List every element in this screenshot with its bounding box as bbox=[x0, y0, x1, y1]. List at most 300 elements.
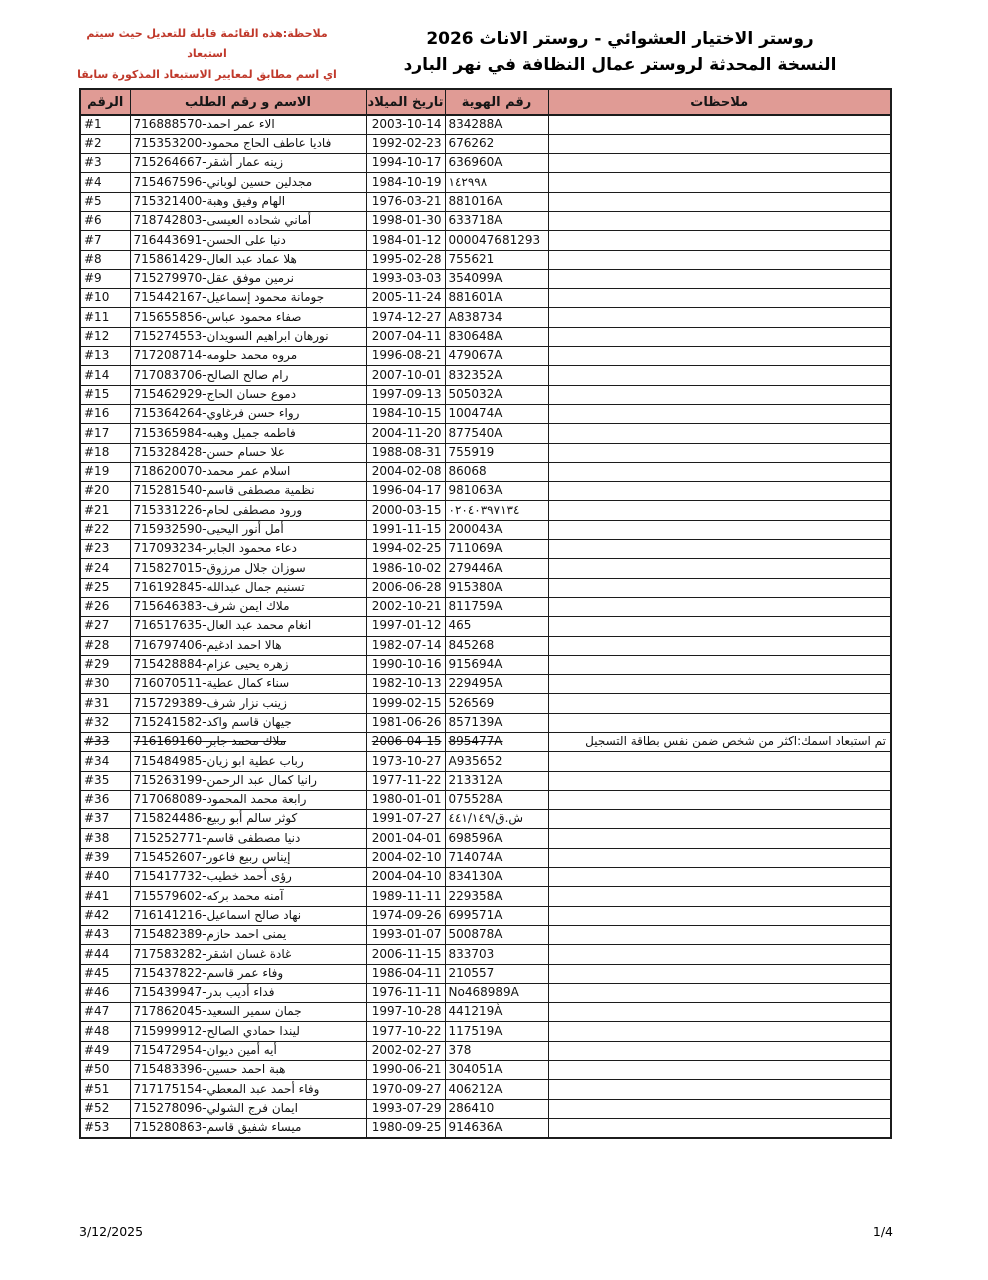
row-birthdate-cell: 1988-08-31 bbox=[366, 443, 445, 462]
row-number-cell: #6 bbox=[80, 211, 130, 230]
row-note-cell bbox=[548, 655, 891, 674]
document-title-line2: النسخة المحدثة لروستر عمال النظافة في نهر البارد bbox=[403, 55, 837, 75]
row-name-cell: وفاء عمر قاسم-715437822 bbox=[130, 964, 366, 983]
table-row bbox=[80, 540, 891, 559]
row-birthdate-cell: 1970-09-27 bbox=[366, 1080, 445, 1099]
table-row bbox=[80, 694, 891, 713]
table-row bbox=[80, 1099, 891, 1118]
row-birthdate-cell: 1982-07-14 bbox=[366, 636, 445, 655]
row-id-cell: 845268 bbox=[445, 636, 548, 655]
row-number-cell: #45 bbox=[80, 964, 130, 983]
roster-table bbox=[79, 88, 892, 1139]
row-birthdate-cell: 1976-03-21 bbox=[366, 192, 445, 211]
row-note-cell bbox=[548, 308, 891, 327]
table-row bbox=[80, 675, 891, 694]
row-note-cell bbox=[548, 501, 891, 520]
row-name-cell: سناء كمال عطية-716070511 bbox=[130, 675, 366, 694]
row-note-cell bbox=[548, 462, 891, 481]
row-note-cell bbox=[548, 925, 891, 944]
table-row bbox=[80, 443, 891, 462]
row-id-cell: 406212A bbox=[445, 1080, 548, 1099]
row-name-cell: نهاد صالح اسماعيل-716141216 bbox=[130, 906, 366, 925]
row-note-cell bbox=[548, 790, 891, 809]
row-note-cell bbox=[548, 559, 891, 578]
row-note-cell bbox=[548, 154, 891, 173]
row-birthdate-cell: 2002-02-27 bbox=[366, 1041, 445, 1060]
table-row bbox=[80, 790, 891, 809]
row-note-cell bbox=[548, 694, 891, 713]
row-number-cell: #14 bbox=[80, 366, 130, 385]
row-name-cell: رؤى أحمد خطيب-715417732 bbox=[130, 868, 366, 887]
row-id-cell: 636960A bbox=[445, 154, 548, 173]
table-row bbox=[80, 964, 891, 983]
table-row bbox=[80, 366, 891, 385]
row-note-cell: تم استبعاد اسمك:اكثر من شخص ضمن نفس بطاقة التسجيل bbox=[548, 733, 891, 752]
document-title bbox=[350, 26, 890, 78]
revision-note-line1: ملاحظة:هذه القائمة قابلة للتعديل حيث سيتم استبعاد bbox=[86, 27, 328, 61]
row-birthdate-cell: 1980-09-25 bbox=[366, 1118, 445, 1137]
row-name-cell: الاء عمر احمد-716888570 bbox=[130, 115, 366, 134]
row-id-cell: 834288A bbox=[445, 115, 548, 134]
revision-note bbox=[68, 24, 346, 85]
row-number-cell: #44 bbox=[80, 945, 130, 964]
table-row bbox=[80, 462, 891, 481]
row-id-cell: 699571A bbox=[445, 906, 548, 925]
table-row bbox=[80, 211, 891, 230]
row-birthdate-cell: 1981-06-26 bbox=[366, 713, 445, 732]
row-note-cell bbox=[548, 134, 891, 153]
row-number-cell: #50 bbox=[80, 1061, 130, 1080]
row-note-cell bbox=[548, 404, 891, 423]
row-id-cell: 505032A bbox=[445, 385, 548, 404]
row-name-cell: ميساء شفيق قاسم-715280863 bbox=[130, 1118, 366, 1137]
row-number-cell: #22 bbox=[80, 520, 130, 539]
row-name-cell: فاطمه جميل وهبه-715365984 bbox=[130, 424, 366, 443]
row-number-cell: #16 bbox=[80, 404, 130, 423]
row-name-cell: اسلام عمر محمد-718620070 bbox=[130, 462, 366, 481]
row-note-cell bbox=[548, 1099, 891, 1118]
row-name-cell: أمل أنور اليحيى-715932590 bbox=[130, 520, 366, 539]
row-id-cell: 877540A bbox=[445, 424, 548, 443]
row-note-cell bbox=[548, 366, 891, 385]
row-id-cell: 378 bbox=[445, 1041, 548, 1060]
table-row bbox=[80, 906, 891, 925]
row-note-cell bbox=[548, 829, 891, 848]
row-note-cell bbox=[548, 964, 891, 983]
row-note-cell bbox=[548, 713, 891, 732]
table-row bbox=[80, 636, 891, 655]
table-row bbox=[80, 173, 891, 192]
row-birthdate-cell: 2004-04-10 bbox=[366, 868, 445, 887]
row-id-cell: 479067A bbox=[445, 347, 548, 366]
document-title-line1: روستر الاختيار العشوائي - روستر الاناث 2026 bbox=[426, 29, 814, 49]
row-birthdate-cell: 2004-11-20 bbox=[366, 424, 445, 443]
row-id-cell: 279446A bbox=[445, 559, 548, 578]
row-number-cell: #17 bbox=[80, 424, 130, 443]
row-name-cell: فداء أديب بدر-715439947 bbox=[130, 983, 366, 1002]
row-id-cell: 117519A bbox=[445, 1022, 548, 1041]
row-number-cell: #51 bbox=[80, 1080, 130, 1099]
row-id-cell: 304051A bbox=[445, 1061, 548, 1080]
row-name-cell: ملاك ايمن شرف-715646383 bbox=[130, 597, 366, 616]
row-birthdate-cell: 2001-04-01 bbox=[366, 829, 445, 848]
row-note-cell bbox=[548, 983, 891, 1002]
table-row bbox=[80, 713, 891, 732]
row-note-cell bbox=[548, 617, 891, 636]
row-birthdate-cell: 2002-10-21 bbox=[366, 597, 445, 616]
row-birthdate-cell: 2003-10-14 bbox=[366, 115, 445, 134]
roster-table-header bbox=[80, 89, 891, 115]
row-note-cell bbox=[548, 810, 891, 829]
table-row bbox=[80, 752, 891, 771]
row-id-cell: 500878A bbox=[445, 925, 548, 944]
row-id-cell: 86068 bbox=[445, 462, 548, 481]
row-birthdate-cell: 1996-04-17 bbox=[366, 482, 445, 501]
table-row bbox=[80, 115, 891, 134]
row-number-cell: #11 bbox=[80, 308, 130, 327]
row-id-cell: ١٤٢٩٩٨ bbox=[445, 173, 548, 192]
row-name-cell: صفاء محمود عباس-715655856 bbox=[130, 308, 366, 327]
row-note-cell bbox=[548, 848, 891, 867]
row-note-cell bbox=[548, 636, 891, 655]
column-header-name-request: الاسم و رقم الطلب bbox=[130, 89, 366, 115]
row-id-cell: 895477A bbox=[445, 733, 548, 752]
row-number-cell: #5 bbox=[80, 192, 130, 211]
table-row bbox=[80, 945, 891, 964]
row-name-cell: ليندا حمادي الصالح-715999912 bbox=[130, 1022, 366, 1041]
row-id-cell: 441219À bbox=[445, 1003, 548, 1022]
row-id-cell: 857139A bbox=[445, 713, 548, 732]
row-id-cell: 676262 bbox=[445, 134, 548, 153]
row-id-cell: ٠٢٠٤٠٣٩٧١٣٤ bbox=[445, 501, 548, 520]
row-number-cell: #2 bbox=[80, 134, 130, 153]
roster-table-body bbox=[80, 115, 891, 1138]
row-name-cell: ورود مصطفى لحام-715331226 bbox=[130, 501, 366, 520]
row-number-cell: #49 bbox=[80, 1041, 130, 1060]
row-name-cell: رانيا كمال عبد الرحمن-715263199 bbox=[130, 771, 366, 790]
row-birthdate-cell: 2006-06-28 bbox=[366, 578, 445, 597]
table-row bbox=[80, 578, 891, 597]
row-name-cell: علا حسام حسن-715328428 bbox=[130, 443, 366, 462]
row-note-cell bbox=[548, 868, 891, 887]
row-note-cell bbox=[548, 115, 891, 134]
row-id-cell: 914636A bbox=[445, 1118, 548, 1137]
row-name-cell: جومانة محمود إسماعيل-715442167 bbox=[130, 289, 366, 308]
row-note-cell bbox=[548, 520, 891, 539]
row-name-cell: ملاك محمد جابر-716169160 bbox=[130, 733, 366, 752]
row-number-cell: #35 bbox=[80, 771, 130, 790]
row-id-cell: 000047681293 bbox=[445, 231, 548, 250]
row-id-cell: 755621 bbox=[445, 250, 548, 269]
row-note-cell bbox=[548, 675, 891, 694]
table-row bbox=[80, 1022, 891, 1041]
row-name-cell: الهام وفيق وهبة-715321400 bbox=[130, 192, 366, 211]
row-birthdate-cell: 1998-01-30 bbox=[366, 211, 445, 230]
row-name-cell: غادة غسان اشقر-717583282 bbox=[130, 945, 366, 964]
row-name-cell: سوزان جلال مرزوق-715827015 bbox=[130, 559, 366, 578]
table-row bbox=[80, 1061, 891, 1080]
row-number-cell: #12 bbox=[80, 327, 130, 346]
table-row bbox=[80, 250, 891, 269]
row-name-cell: زهره يحيى عزام-715428884 bbox=[130, 655, 366, 674]
row-id-cell: 832352A bbox=[445, 366, 548, 385]
row-number-cell: #3 bbox=[80, 154, 130, 173]
row-birthdate-cell: 2005-11-24 bbox=[366, 289, 445, 308]
row-birthdate-cell: 1989-11-11 bbox=[366, 887, 445, 906]
row-name-cell: مروه محمد حلومه-717208714 bbox=[130, 347, 366, 366]
row-id-cell: 711069A bbox=[445, 540, 548, 559]
row-birthdate-cell: 1990-10-16 bbox=[366, 655, 445, 674]
row-id-cell: 633718A bbox=[445, 211, 548, 230]
row-number-cell: #27 bbox=[80, 617, 130, 636]
row-note-cell bbox=[548, 887, 891, 906]
row-number-cell: #52 bbox=[80, 1099, 130, 1118]
row-birthdate-cell: 1986-04-11 bbox=[366, 964, 445, 983]
row-number-cell: #26 bbox=[80, 597, 130, 616]
row-birthdate-cell: 1997-09-13 bbox=[366, 385, 445, 404]
row-number-cell: #15 bbox=[80, 385, 130, 404]
table-row bbox=[80, 327, 891, 346]
row-note-cell bbox=[548, 540, 891, 559]
row-birthdate-cell: 2007-04-11 bbox=[366, 327, 445, 346]
row-id-cell: 833703 bbox=[445, 945, 548, 964]
row-birthdate-cell: 1986-10-02 bbox=[366, 559, 445, 578]
row-number-cell: #40 bbox=[80, 868, 130, 887]
row-id-cell: 811759A bbox=[445, 597, 548, 616]
row-number-cell: #43 bbox=[80, 925, 130, 944]
row-number-cell: #37 bbox=[80, 810, 130, 829]
row-note-cell bbox=[548, 289, 891, 308]
row-number-cell: #28 bbox=[80, 636, 130, 655]
row-name-cell: تسنيم جمال عبدالله-716192845 bbox=[130, 578, 366, 597]
row-id-cell: 229495A bbox=[445, 675, 548, 694]
row-number-cell: #23 bbox=[80, 540, 130, 559]
revision-note-line2: اي اسم مطابق لمعايير الاستبعاد المذكورة سابقا bbox=[77, 67, 337, 81]
table-row bbox=[80, 559, 891, 578]
row-birthdate-cell: 1980-01-01 bbox=[366, 790, 445, 809]
row-note-cell bbox=[548, 578, 891, 597]
row-id-cell: 698596A bbox=[445, 829, 548, 848]
row-name-cell: رابعة محمد المحمود-717068089 bbox=[130, 790, 366, 809]
row-birthdate-cell: 1991-07-27 bbox=[366, 810, 445, 829]
row-birthdate-cell: 1984-10-15 bbox=[366, 404, 445, 423]
row-birthdate-cell: 2006-04-15 bbox=[366, 733, 445, 752]
row-number-cell: #47 bbox=[80, 1003, 130, 1022]
row-name-cell: دنيا مصطفى قاسم-715252771 bbox=[130, 829, 366, 848]
column-header-number: الرقم bbox=[80, 89, 130, 115]
table-row bbox=[80, 887, 891, 906]
row-birthdate-cell: 2000-03-15 bbox=[366, 501, 445, 520]
row-name-cell: زينه عمار أشقر-715264667 bbox=[130, 154, 366, 173]
table-row bbox=[80, 925, 891, 944]
row-note-cell bbox=[548, 597, 891, 616]
row-id-cell: 210557 bbox=[445, 964, 548, 983]
row-note-cell bbox=[548, 424, 891, 443]
row-number-cell: #7 bbox=[80, 231, 130, 250]
row-name-cell: كوثر سالم أبو ربيع-715824486 bbox=[130, 810, 366, 829]
row-note-cell bbox=[548, 211, 891, 230]
row-name-cell: دموع حسان الحاج-715462929 bbox=[130, 385, 366, 404]
row-id-cell: 229358A bbox=[445, 887, 548, 906]
row-number-cell: #38 bbox=[80, 829, 130, 848]
row-id-cell: 200043A bbox=[445, 520, 548, 539]
row-id-cell: A935652 bbox=[445, 752, 548, 771]
table-row bbox=[80, 983, 891, 1002]
row-id-cell: 981063A bbox=[445, 482, 548, 501]
table-row bbox=[80, 192, 891, 211]
row-name-cell: ايمان فرج الشولي-715278096 bbox=[130, 1099, 366, 1118]
table-row bbox=[80, 231, 891, 250]
row-birthdate-cell: 1974-12-27 bbox=[366, 308, 445, 327]
row-name-cell: نورهان ابراهيم السويدان-715274553 bbox=[130, 327, 366, 346]
table-row bbox=[80, 655, 891, 674]
column-header-notes: ملاحظات bbox=[548, 89, 891, 115]
row-name-cell: رواء حسن فرغاوي-715364264 bbox=[130, 404, 366, 423]
table-row bbox=[80, 289, 891, 308]
row-name-cell: إيناس ربيع فاعور-715452607 bbox=[130, 848, 366, 867]
table-row bbox=[80, 810, 891, 829]
row-number-cell: #48 bbox=[80, 1022, 130, 1041]
row-name-cell: هلا عماد عبد العال-715861429 bbox=[130, 250, 366, 269]
row-birthdate-cell: 2006-11-15 bbox=[366, 945, 445, 964]
row-name-cell: دنيا على الحسن-716443691 bbox=[130, 231, 366, 250]
table-row bbox=[80, 868, 891, 887]
table-row bbox=[80, 1118, 891, 1137]
row-name-cell: رام صالح الصالح-717083706 bbox=[130, 366, 366, 385]
row-birthdate-cell: 1993-03-03 bbox=[366, 269, 445, 288]
row-number-cell: #8 bbox=[80, 250, 130, 269]
row-birthdate-cell: 1976-11-11 bbox=[366, 983, 445, 1002]
table-row bbox=[80, 154, 891, 173]
table-row bbox=[80, 848, 891, 867]
row-name-cell: أيه أمين ديوان-715472954 bbox=[130, 1041, 366, 1060]
row-birthdate-cell: 2007-10-01 bbox=[366, 366, 445, 385]
row-note-cell bbox=[548, 385, 891, 404]
row-note-cell bbox=[548, 771, 891, 790]
row-note-cell bbox=[548, 347, 891, 366]
row-id-cell: 830648A bbox=[445, 327, 548, 346]
row-name-cell: وفاء أحمد عبد المعطي-717175154 bbox=[130, 1080, 366, 1099]
row-number-cell: #29 bbox=[80, 655, 130, 674]
row-birthdate-cell: 1977-11-22 bbox=[366, 771, 445, 790]
row-name-cell: نرمين موفق عقل-715279970 bbox=[130, 269, 366, 288]
table-row bbox=[80, 347, 891, 366]
row-note-cell bbox=[548, 327, 891, 346]
row-birthdate-cell: 1996-08-21 bbox=[366, 347, 445, 366]
row-number-cell: #13 bbox=[80, 347, 130, 366]
row-birthdate-cell: 1990-06-21 bbox=[366, 1061, 445, 1080]
row-id-cell: 881016A bbox=[445, 192, 548, 211]
row-birthdate-cell: 1995-02-28 bbox=[366, 250, 445, 269]
row-birthdate-cell: 1997-10-28 bbox=[366, 1003, 445, 1022]
table-row bbox=[80, 134, 891, 153]
row-id-cell: 213312A bbox=[445, 771, 548, 790]
row-birthdate-cell: 1984-01-12 bbox=[366, 231, 445, 250]
row-id-cell: 755919 bbox=[445, 443, 548, 462]
table-row bbox=[80, 520, 891, 539]
row-name-cell: زينب نزار شرف-715729389 bbox=[130, 694, 366, 713]
table-row bbox=[80, 771, 891, 790]
row-note-cell bbox=[548, 1080, 891, 1099]
row-birthdate-cell: 1991-11-15 bbox=[366, 520, 445, 539]
row-name-cell: هبة احمد حسين-715483396 bbox=[130, 1061, 366, 1080]
row-birthdate-cell: 1999-02-15 bbox=[366, 694, 445, 713]
row-number-cell: #33 bbox=[80, 733, 130, 752]
row-id-cell: 465 bbox=[445, 617, 548, 636]
row-id-cell: 714074A bbox=[445, 848, 548, 867]
row-birthdate-cell: 2004-02-10 bbox=[366, 848, 445, 867]
row-number-cell: #32 bbox=[80, 713, 130, 732]
row-id-cell: 354099A bbox=[445, 269, 548, 288]
row-id-cell: 286410 bbox=[445, 1099, 548, 1118]
row-number-cell: #18 bbox=[80, 443, 130, 462]
row-name-cell: هالا احمد ادغيم-716797406 bbox=[130, 636, 366, 655]
table-row bbox=[80, 1041, 891, 1060]
table-row bbox=[80, 269, 891, 288]
row-id-cell: 915694A bbox=[445, 655, 548, 674]
row-note-cell bbox=[548, 250, 891, 269]
row-number-cell: #34 bbox=[80, 752, 130, 771]
footer-date: 3/12/2025 bbox=[79, 1224, 144, 1239]
row-number-cell: #31 bbox=[80, 694, 130, 713]
row-birthdate-cell: 2004-02-08 bbox=[366, 462, 445, 481]
row-number-cell: #36 bbox=[80, 790, 130, 809]
row-id-cell: No468989A bbox=[445, 983, 548, 1002]
row-note-cell bbox=[548, 1041, 891, 1060]
row-id-cell: 834130A bbox=[445, 868, 548, 887]
row-birthdate-cell: 1994-02-25 bbox=[366, 540, 445, 559]
row-number-cell: #21 bbox=[80, 501, 130, 520]
row-name-cell: أماني شحاده العيسى-718742803 bbox=[130, 211, 366, 230]
row-number-cell: #19 bbox=[80, 462, 130, 481]
table-row bbox=[80, 424, 891, 443]
row-id-cell: A838734 bbox=[445, 308, 548, 327]
table-row bbox=[80, 1080, 891, 1099]
table-row bbox=[80, 482, 891, 501]
table-row bbox=[80, 308, 891, 327]
row-note-cell bbox=[548, 482, 891, 501]
row-note-cell bbox=[548, 192, 891, 211]
row-birthdate-cell: 1982-10-13 bbox=[366, 675, 445, 694]
row-name-cell: جيهان قاسم واكد-715241582 bbox=[130, 713, 366, 732]
row-name-cell: آمنه محمد بركه-715579602 bbox=[130, 887, 366, 906]
row-id-cell: 526569 bbox=[445, 694, 548, 713]
row-note-cell bbox=[548, 1003, 891, 1022]
row-birthdate-cell: 1993-01-07 bbox=[366, 925, 445, 944]
row-number-cell: #30 bbox=[80, 675, 130, 694]
row-name-cell: انغام محمد عبد العال-716517635 bbox=[130, 617, 366, 636]
row-note-cell bbox=[548, 1061, 891, 1080]
row-note-cell bbox=[548, 906, 891, 925]
row-note-cell bbox=[548, 1118, 891, 1137]
row-number-cell: #42 bbox=[80, 906, 130, 925]
row-name-cell: مجدلين حسين لوباني-715467596 bbox=[130, 173, 366, 192]
row-number-cell: #39 bbox=[80, 848, 130, 867]
row-number-cell: #4 bbox=[80, 173, 130, 192]
row-birthdate-cell: 1977-10-22 bbox=[366, 1022, 445, 1041]
row-number-cell: #1 bbox=[80, 115, 130, 134]
row-note-cell bbox=[548, 231, 891, 250]
table-row bbox=[80, 597, 891, 616]
row-number-cell: #20 bbox=[80, 482, 130, 501]
row-number-cell: #46 bbox=[80, 983, 130, 1002]
row-id-cell: 881601A bbox=[445, 289, 548, 308]
page-header bbox=[0, 0, 988, 88]
row-note-cell bbox=[548, 752, 891, 771]
row-name-cell: جمان سمير السعيد-717862045 bbox=[130, 1003, 366, 1022]
row-birthdate-cell: 1994-10-17 bbox=[366, 154, 445, 173]
table-row bbox=[80, 404, 891, 423]
